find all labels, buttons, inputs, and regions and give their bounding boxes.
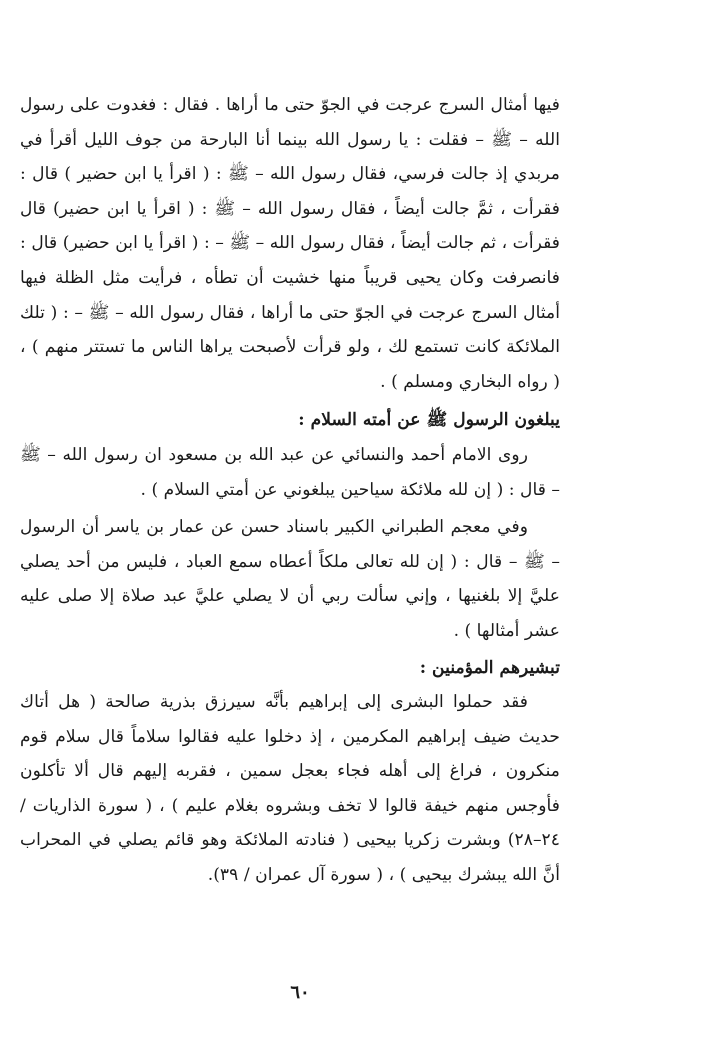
paragraph-tabarani-hadith: وفي معجم الطبراني الكبير باسناد حسن عن عمار بن ياسر أن الرسول – ﷺ – قال : ( إن لله تعالى ملكاً أعطاه سمع العباد ، فليس من أحد يصلي عليَّ إلا بلغنيها ، وإني سألت ربي أن لا يصلي عليَّ عبد صلاة إلا صلى عليه عشر أمثالها ) . [20, 517, 560, 641]
heading-conveying-salam: يبلغون الرسول ﷺ عن أمته السلام : [298, 410, 560, 431]
paragraph-night-recitation-hadith: فيها أمثال السرج عرجت في الجوّ حتى ما أراها . فقال : فغدوت على رسول الله – ﷺ – فقلت : يا رسول الله بينما أنا البارحة من جوف الليل أقرأ في مربدي إذ جالت فرسي، فقال رسول الله – ﷺ : ( اقرأ يا ابن حضير ) قال : فقرأت ، ثمَّ جالت أيضاً ، فقال رسول الله – ﷺ : ( اقرأ يا ابن حضير) قال فقرأت ، ثم جالت أيضاً ، فقال رسول الله – ﷺ – : ( اقرأ يا ابن حضير) قال : فانصرفت وكان يحيى قريباً منها خشيت أن تطأه ، فرأيت مثل الظلة فيها أمثال السرج عرجت في الجوّ حتى ما أراها ، فقال رسول الله – ﷺ – : ( تلك الملائكة كانت تستمع لك ، ولو قرأت لأصبحت يراها الناس ما تستتر منهم ) ، ( رواه البخاري ومسلم ) . [20, 95, 560, 392]
heading-glad-tidings: تبشيرهم المؤمنين : [419, 657, 560, 678]
page-body [20, 88, 560, 893]
paragraph-ibn-masud-hadith: روى الامام أحمد والنسائي عن عبد الله بن مسعود ان رسول الله – ﷺ – قال : ( إن لله ملائكة سياحين يبلغوني عن أمتي السلام ) . [20, 444, 560, 500]
page-number: ٦٠ [290, 982, 310, 1003]
paragraph-ibrahim-zakariya-tidings: فقد حملوا البشرى إلى إبراهيم بأنَّه سيرزق بذرية صالحة ( هل أتاك حديث ضيف إبراهيم المكرمين ، إذ دخلوا عليه فقالوا سلاماً قال سلام قوم منكرون ، فراغ إلى أهله فجاء بعجل سمين ، فقربه إليهم قال ألا تأكلون فأوجس منهم خيفة قالوا لا تخف وبشروه بغلام عليم ) ، ( سورة الذاريات / ٢٤–٢٨) وبشرت زكريا بيحيى ( فنادته الملائكة وهو قائم يصلي في المحراب أنَّ الله يبشرك بيحيى ) ، ( سورة آل عمران / ٣٩). [20, 692, 560, 886]
